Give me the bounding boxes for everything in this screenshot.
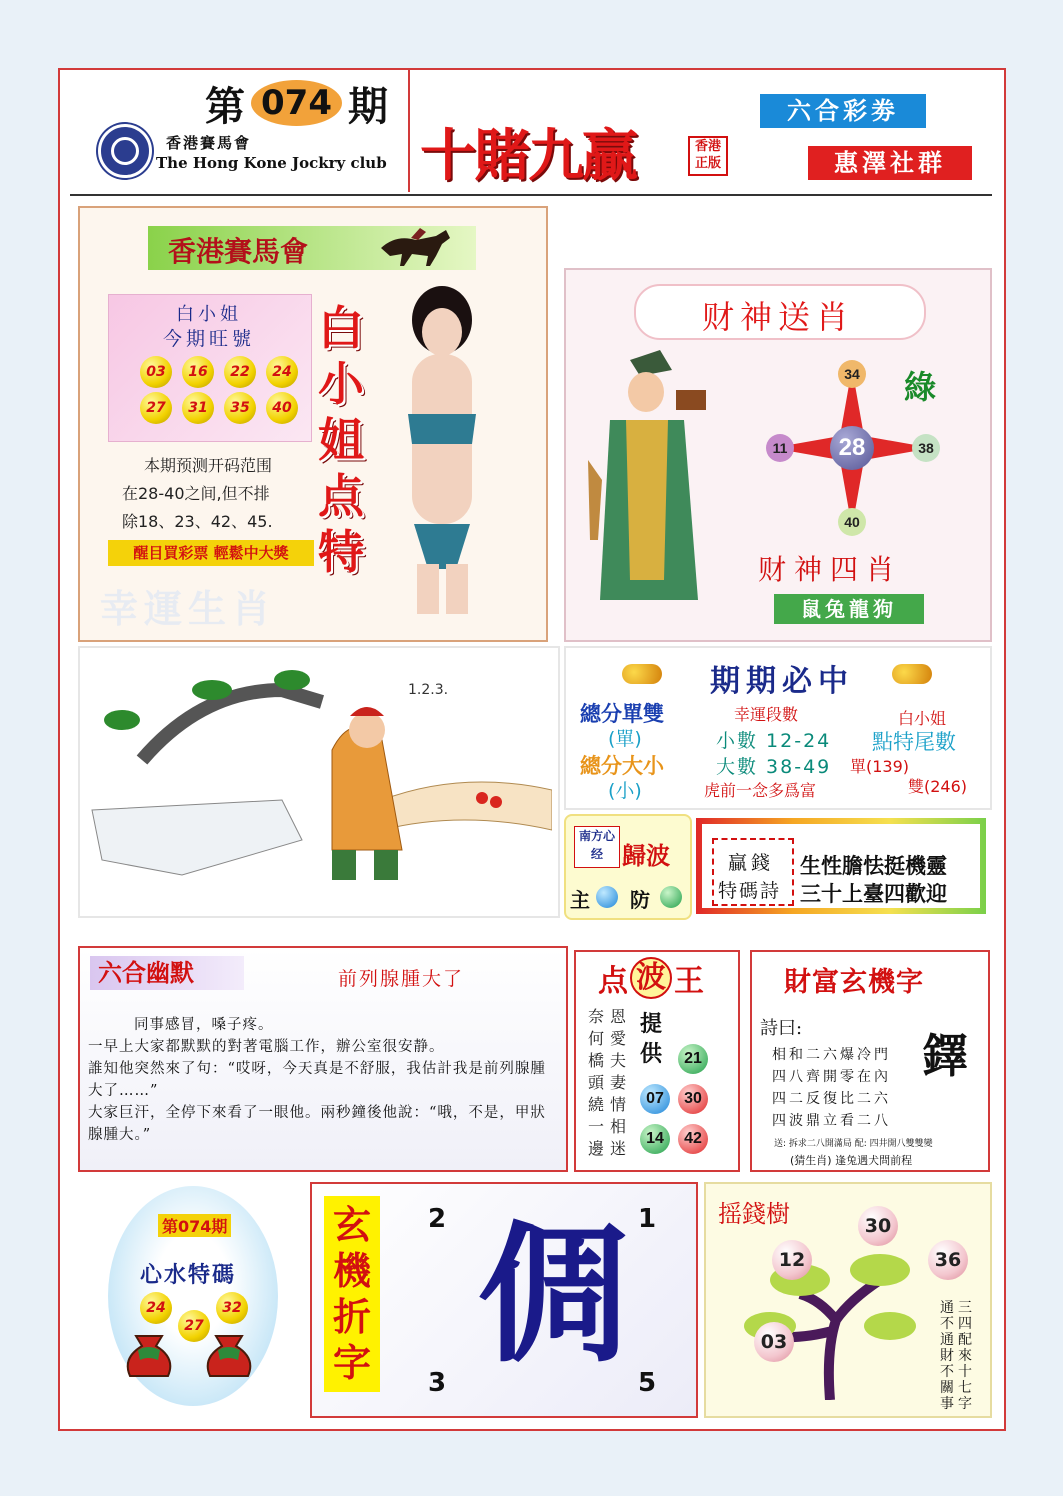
issue-number: 074 xyxy=(251,80,342,126)
guibo-guard-label: 防 xyxy=(630,888,650,912)
money-bag-icon xyxy=(122,1330,176,1380)
xuanji-line: 四波鼎立看二八 xyxy=(772,1113,891,1129)
bai-card-title-2: 今期旺號 xyxy=(162,328,255,350)
caishen-bottom-ball: 40 xyxy=(838,508,866,536)
bai-number: 03 xyxy=(140,356,172,388)
chaizi-num-top-left: 2 xyxy=(428,1204,447,1234)
chaizi-vertical: 玄機折字 xyxy=(324,1196,380,1392)
tree-title: 摇錢樹 xyxy=(718,1200,790,1228)
caishen-side-char: 綠 xyxy=(904,368,937,406)
dianbo-provide: 提供 xyxy=(640,1012,663,1067)
qiqi-left-2-sub: (小) xyxy=(608,780,642,802)
dianbo-ball-green: 14 xyxy=(640,1124,670,1154)
tree-poem-col-2: 通不通財不關事 xyxy=(940,1300,954,1412)
club-name-en: The Hong Kone Jockry club xyxy=(156,154,387,172)
money-tree-icon xyxy=(740,1240,920,1400)
prediction-line: 本期预测开码范围 xyxy=(144,456,273,475)
gold-coin-icon xyxy=(622,664,662,684)
qiqi-right-1: 單(139) xyxy=(850,757,910,776)
humor-line: 大家巨汗，全停下來看了一眼他。兩秒鐘後他說：“哦，不是，甲狀腺腫大。” xyxy=(88,1105,546,1143)
bai-vertical-title: 白小姐点特 xyxy=(318,301,364,579)
dianbo-ball-red: 30 xyxy=(678,1084,708,1114)
qiqi-right-title: 白小姐 xyxy=(898,709,947,728)
guibo-title: 歸波 xyxy=(622,842,670,870)
badge-lottery: 六合彩劵 xyxy=(760,94,926,128)
qiqi-mid-3: 虎前一念多爲富 xyxy=(704,781,817,800)
tree-ball: 36 xyxy=(928,1240,968,1280)
xinshui-number: 27 xyxy=(178,1310,210,1342)
green-ball-icon xyxy=(660,886,682,908)
poem-label-1: 贏錢 xyxy=(728,852,775,874)
xuanji-poem-label: 詩曰: xyxy=(760,1018,803,1039)
dianbo-title xyxy=(598,956,704,1000)
poem-line-2: 三十上臺四歡迎 xyxy=(800,882,947,906)
dianbo-ball-green: 21 xyxy=(678,1044,708,1074)
dianbo-title-3: 王 xyxy=(674,964,704,999)
money-bag-icon xyxy=(202,1330,256,1380)
qiqi-left-1: 總分單雙 xyxy=(580,702,664,726)
caishen-subtitle: 财神四肖 xyxy=(758,553,903,586)
caishen-center-ball: 28 xyxy=(830,426,874,470)
qiqi-mid-title: 幸運段數 xyxy=(734,705,799,724)
badge-community: 惠澤社群 xyxy=(808,146,972,180)
dianbo-col-1: 奈何橋頭繞一邊 xyxy=(588,1007,605,1158)
prediction-line: 除18、23、42、45. xyxy=(122,512,273,531)
dianbo-title-2: 波 xyxy=(630,957,672,999)
caishen-title: 财神送肖 xyxy=(701,298,854,336)
xuanji-line: 四二反復比二六 xyxy=(772,1091,891,1107)
chaizi-num-bottom-right: 5 xyxy=(638,1368,657,1398)
edition-tag: 香港正版 xyxy=(688,136,728,176)
model-figure xyxy=(372,284,512,614)
caishen-figure xyxy=(580,340,714,620)
issue-suffix: 期 xyxy=(347,83,388,130)
dianbo-title-1: 点 xyxy=(598,964,628,999)
tree-ball: 03 xyxy=(754,1322,794,1362)
xinshui-number: 32 xyxy=(216,1292,248,1324)
tree-ball: 30 xyxy=(858,1206,898,1246)
cartoon-speech: 1.2.3. xyxy=(408,682,449,698)
gold-coin-icon xyxy=(892,664,932,684)
humor-line: 一早上大家都默默的對著電腦工作，辦公室很安静。 xyxy=(88,1039,445,1055)
xinshui-number: 24 xyxy=(140,1292,172,1324)
issue-header xyxy=(205,78,388,128)
humor-line: 同事感冒，嗓子疼。 xyxy=(134,1017,274,1033)
qiqi-mid-1: 小數 12-24 xyxy=(716,730,832,752)
tree-ball: 12 xyxy=(772,1240,812,1280)
xuanji-line: 四八齊開零在內 xyxy=(772,1069,891,1085)
chaizi-num-bottom-left: 3 xyxy=(428,1368,447,1398)
bai-faded-text: 幸運生肖 xyxy=(100,587,277,631)
bai-slogan: 醒目買彩票 輕鬆中大獎 xyxy=(108,540,314,566)
hkjc-logo-icon xyxy=(98,124,152,178)
caishen-right-ball: 38 xyxy=(912,434,940,462)
qiqi-mid-2: 大數 38-49 xyxy=(716,756,832,778)
xuanji-title: 財富玄機字 xyxy=(784,967,924,998)
xuanji-big-char: 鐸 xyxy=(922,1029,968,1083)
dianbo-ball-red: 42 xyxy=(678,1124,708,1154)
horse-icon xyxy=(376,226,466,268)
xuanji-note-2: (猜生肖) 逢兔遇犬問前程 xyxy=(790,1154,913,1167)
humor-line: 誰知他突然來了句：“哎呀，今天真是不舒服，我估計我是前列腺腫大了……” xyxy=(88,1061,546,1099)
dianbo-ball-blue: 07 xyxy=(640,1084,670,1114)
caishen-left-ball: 11 xyxy=(766,434,794,462)
humor-headline: 前列腺腫大了 xyxy=(338,968,465,990)
blue-ball-icon xyxy=(596,886,618,908)
xuanji-lines xyxy=(772,1044,891,1132)
humor-body xyxy=(88,1014,558,1146)
caishen-top-ball: 34 xyxy=(838,360,866,388)
bai-number: 35 xyxy=(224,392,256,424)
qiqi-left-1-sub: (單) xyxy=(608,728,642,750)
bai-number: 31 xyxy=(182,392,214,424)
bai-prediction xyxy=(122,452,322,536)
xinshui-issue-tag: 第074期 xyxy=(158,1214,231,1237)
qiqi-right-sub: 點特尾數 xyxy=(872,730,956,754)
guibo-main-label: 主 xyxy=(570,888,590,912)
header-divider xyxy=(408,70,410,192)
bai-number: 27 xyxy=(140,392,172,424)
chaizi-big-char: 倜 xyxy=(478,1209,629,1383)
bai-number: 24 xyxy=(266,356,298,388)
header-underline xyxy=(70,194,992,196)
bai-number: 40 xyxy=(266,392,298,424)
qiqi-right-2: 雙(246) xyxy=(908,777,968,796)
xuanji-line: 相和二六爆冷門 xyxy=(772,1047,891,1063)
qiqi-left-2: 總分大小 xyxy=(580,754,664,778)
poem-label-2: 特碼詩 xyxy=(718,880,782,902)
xuanji-note: 送: 拆求二八開滿局 配: 四井開八雙雙變 xyxy=(774,1139,933,1149)
bai-number: 22 xyxy=(224,356,256,388)
club-name-zh: 香港賽馬會 xyxy=(166,134,252,152)
prediction-line: 在28-40之间,但不排 xyxy=(122,484,270,503)
main-title: 十賭九贏 xyxy=(420,124,636,189)
tree-poem-col-1: 三四配來十七字 xyxy=(958,1300,972,1412)
caishen-zodiacs: 鼠兔龍狗 xyxy=(774,594,924,624)
issue-prefix: 第 xyxy=(205,83,245,130)
guibo-tag: 南方心经 xyxy=(574,826,620,868)
dianbo-col-2: 恩愛夫妻情相迷 xyxy=(610,1007,627,1158)
bai-number: 16 xyxy=(182,356,214,388)
bai-card-title-1: 白小姐 xyxy=(176,304,242,325)
xinshui-title: 心水特碼 xyxy=(140,1262,237,1288)
qiqi-title: 期期必中 xyxy=(710,664,854,699)
jockey-banner-text: 香港賽馬會 xyxy=(168,235,309,268)
cartoon-illustration xyxy=(82,650,552,910)
poem-line-1: 生性膽怯挺機靈 xyxy=(800,854,947,878)
humor-title: 六合幽默 xyxy=(90,956,244,990)
chaizi-num-top-right: 1 xyxy=(638,1204,657,1234)
